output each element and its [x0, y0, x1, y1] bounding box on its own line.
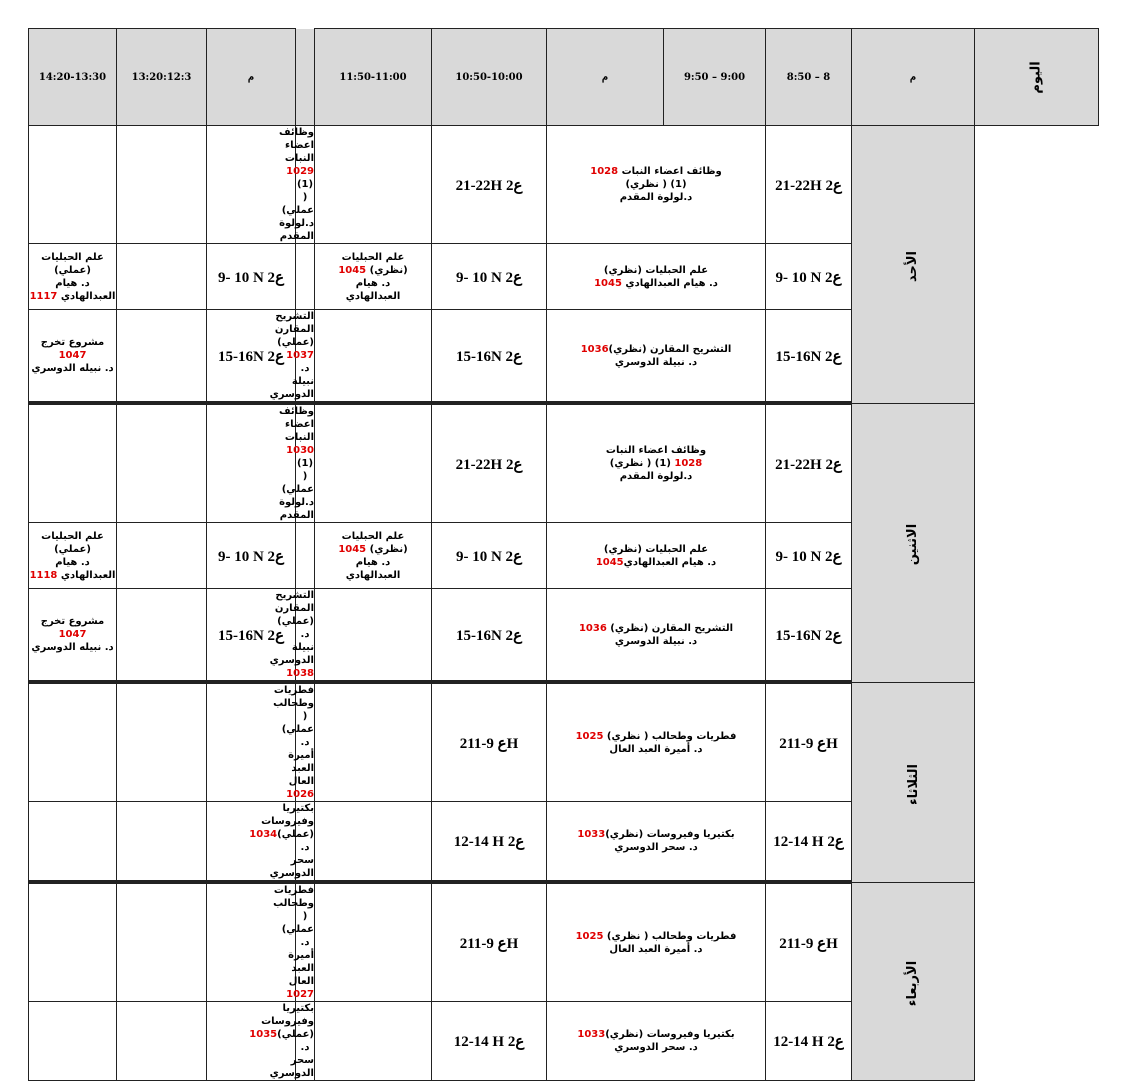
slot3-cell — [315, 523, 432, 589]
day-label-monday: الاثنين — [852, 403, 975, 682]
course-code: 1047 — [58, 350, 87, 361]
header-row — [29, 29, 1125, 126]
slot5-cell — [117, 802, 207, 883]
course-block: فطريات وطحالب ( نظري) 1025 د. أميرة العبد العال — [575, 730, 737, 755]
slot3-cell — [315, 882, 432, 1002]
course-block: بكتيريا وفيروسات (عملي)1034 د. سحر الدوسري — [249, 803, 314, 879]
slot5-cell — [117, 589, 207, 683]
slot6-cell — [29, 802, 117, 883]
slot3-cell — [315, 403, 432, 523]
slot3-cell — [315, 310, 432, 404]
day-label-wednesday: الأربعاء — [852, 882, 975, 1081]
course-block: بكتيريا وفيروسات (نظري)1033 د. سحر الدوسري — [577, 1029, 735, 1053]
room-cell-2: 2ع 9-11H — [432, 882, 547, 1002]
slot5-cell — [117, 244, 207, 310]
morning-course-cell — [547, 802, 766, 883]
course-block: التشريح المقارن (عملي) 1037 د. نبيلة الدوسري — [269, 311, 314, 400]
slot3-cell — [315, 1002, 432, 1081]
course-code: 1029 — [286, 166, 314, 177]
slot4-cell — [278, 403, 315, 523]
morning-course-cell — [547, 682, 766, 802]
course-block: التشريح المقارن (نظري)1036 د. نبيلة الدوسري — [580, 343, 732, 368]
slot4-cell — [269, 310, 315, 404]
course-block: بكتيريا وفيروسات (نظري)1033 د. سحر الدوسري — [577, 829, 735, 853]
course-code: 1035 — [249, 1029, 278, 1040]
slot6-cell — [29, 310, 117, 404]
slot4-cell — [269, 589, 315, 683]
morning-course-cell — [547, 1002, 766, 1081]
morning-course-cell — [547, 589, 766, 683]
course-code: 1117 — [29, 290, 58, 302]
course-code: 1045 — [338, 264, 367, 276]
room-cell-1: 12-14 H 2ع — [766, 802, 852, 883]
slot6-cell — [29, 523, 117, 589]
course-block: علم الحبليات (نظري) 1045 د. هيام العبدالهادي — [338, 251, 408, 302]
column-separator — [296, 29, 315, 126]
day-label-sunday: الأحد — [852, 126, 975, 404]
room-cell-2: 9- 10 N 2ع — [432, 523, 547, 589]
slot2-header: 9:50 – 9:00 — [664, 29, 766, 126]
room-cell-3: 15-16N 2ع — [207, 589, 296, 683]
course-block: علم الحبليات (عملي) د. هيام العبدالهادي 1117 — [29, 251, 116, 302]
slot6-cell — [29, 589, 117, 683]
slot3-header: 10:50-10:00 — [432, 29, 547, 126]
course-block: علم الحبليات (عملي) د. هيام العبدالهادي 1118 — [29, 530, 116, 581]
course-code: 1028 — [674, 458, 703, 469]
course-code: 1025 — [575, 730, 604, 742]
slot3-cell — [315, 682, 432, 802]
course-block: فطريات وطحالب ( عملي) د. أميرة العبد العال 1027 — [273, 885, 314, 1000]
schedule-table — [28, 28, 1125, 1081]
course-block: وظائف اعضاء النبات 1028 (1) ( نظري) د.لولوة المقدم — [605, 445, 707, 482]
course-code: 1118 — [29, 569, 58, 581]
slot4-cell — [273, 882, 315, 1002]
schedule-row — [29, 682, 1125, 802]
room-header-2: م — [547, 29, 664, 126]
slot3-cell — [315, 244, 432, 310]
room-cell-1: 9- 10 N 2ع — [766, 244, 852, 310]
room-cell-1: 15-16N 2ع — [766, 310, 852, 404]
room-cell-2: 9- 10 N 2ع — [432, 244, 547, 310]
room-cell-1: 12-14 H 2ع — [766, 1002, 852, 1081]
morning-course-cell — [547, 403, 766, 523]
room-cell-3: 9- 10 N 2ع — [207, 244, 296, 310]
slot4-cell — [278, 126, 315, 244]
course-block: علم الحبليات (نظري) د. هيام العبدالهادي1045 — [595, 543, 717, 568]
course-code: 1045 — [338, 543, 367, 555]
slot4-header: 11:50-11:00 — [315, 29, 432, 126]
slot5-cell — [117, 403, 207, 523]
morning-course-cell — [547, 882, 766, 1002]
schedule-row — [29, 403, 1125, 523]
slot5-cell — [117, 310, 207, 404]
slot4-cell — [296, 523, 315, 589]
slot6-cell — [29, 1002, 117, 1081]
room-cell-3: 9- 10 N 2ع — [207, 523, 296, 589]
room-cell-2: 15-16N 2ع — [432, 310, 547, 404]
course-block: وظائف اعضاء النبات 1028 (1) ( نظري) د.لولوة المقدم — [590, 166, 722, 203]
slot3-cell — [315, 802, 432, 883]
course-code: 1045 — [595, 556, 624, 568]
morning-course-cell — [547, 126, 766, 244]
course-code: 1036 — [578, 622, 607, 634]
slot5-cell — [117, 882, 207, 1002]
course-block: فطريات وطحالب ( نظري) 1025 د. أميرة العبد العال — [575, 930, 737, 955]
course-code: 1033 — [577, 1029, 606, 1040]
room-cell-2: 2ع 9-11H — [432, 682, 547, 802]
room-cell-1: 15-16N 2ع — [766, 589, 852, 683]
room-cell-2: 21-22H 2ع — [432, 403, 547, 523]
day-column-header: اليوم — [975, 29, 1099, 126]
slot5-header: 13:20:12:3 — [117, 29, 207, 126]
morning-course-cell — [547, 310, 766, 404]
course-block: بكتيريا وفيروسات (عملي)1035 د. سحر الدوسري — [249, 1003, 314, 1079]
course-block: التشريح المقارن (نظري) 1036 د. نبيلة الدوسري — [578, 622, 734, 647]
room-cell-2: 21-22H 2ع — [432, 126, 547, 244]
slot6-cell — [29, 126, 117, 244]
room-cell-2: 12-14 H 2ع — [432, 802, 547, 883]
course-code: 1045 — [594, 277, 622, 289]
course-code: 1026 — [286, 789, 314, 800]
slot6-cell — [29, 244, 117, 310]
schedule-row — [29, 882, 1125, 1002]
room-cell-1: 9- 10 N 2ع — [766, 523, 852, 589]
course-code: 1034 — [249, 829, 278, 840]
room-cell-3: 15-16N 2ع — [207, 310, 296, 404]
slot5-cell — [117, 126, 207, 244]
slot1-header: 8:50 – 8 — [766, 29, 852, 126]
course-block: وظائف اعضاء النبات 1029 (1) ( عملي) د.لولوة المقدم — [278, 127, 314, 242]
course-code: 1038 — [286, 668, 314, 679]
slot4-cell — [296, 244, 315, 310]
course-block: فطريات وطحالب ( عملي) د. أميرة العبد العال 1026 — [273, 685, 314, 800]
slot5-cell — [117, 523, 207, 589]
morning-course-cell — [547, 523, 766, 589]
room-cell-1: 21-22H 2ع — [766, 403, 852, 523]
room-cell-2: 12-14 H 2ع — [432, 1002, 547, 1081]
course-code: 1033 — [577, 829, 606, 840]
course-block: علم الحبليات (نظري) د. هيام العبدالهادي 1045 — [594, 264, 718, 289]
slot6-cell — [29, 682, 117, 802]
slot4-cell — [249, 802, 315, 883]
room-header-1: م — [852, 29, 975, 126]
slot6-cell — [29, 403, 117, 523]
course-code: 1025 — [575, 930, 604, 942]
slot4-cell — [273, 682, 315, 802]
room-cell-2: 15-16N 2ع — [432, 589, 547, 683]
slot6-cell — [29, 882, 117, 1002]
slot3-cell — [315, 126, 432, 244]
morning-course-cell — [547, 244, 766, 310]
room-cell-1: 2ع 9-11H — [766, 882, 852, 1002]
course-block: مشروع تخرج 1047 د. نبيله الدوسري — [31, 337, 114, 374]
schedule-row — [29, 126, 1125, 244]
slot4-cell — [249, 1002, 315, 1081]
slot5-cell — [117, 1002, 207, 1081]
room-cell-1: 21-22H 2ع — [766, 126, 852, 244]
course-block: مشروع تخرج 1047 د. نبيله الدوسري — [31, 616, 114, 653]
course-code: 1036 — [580, 343, 609, 355]
course-code: 1030 — [286, 445, 314, 456]
slot3-cell — [315, 589, 432, 683]
course-code: 1047 — [58, 629, 87, 640]
room-header-3: م — [207, 29, 296, 126]
room-cell-1: 2ع 9-11H — [766, 682, 852, 802]
slot6-header: 14:20-13:30 — [29, 29, 117, 126]
slot5-cell — [117, 682, 207, 802]
course-block: وظائف اعضاء النبات 1030 (1) ( عملي) د.لولوة المقدم — [278, 406, 314, 521]
course-code: 1027 — [286, 989, 314, 1000]
course-code: 1037 — [286, 350, 314, 361]
course-block: علم الحبليات (نظري) 1045 د. هيام العبدالهادي — [338, 530, 408, 581]
course-code: 1028 — [590, 166, 619, 177]
course-block: التشريح المقارن (عملي) د. نبيلة الدوسري 1038 — [269, 590, 314, 679]
day-label-tuesday: الثلاثاء — [852, 682, 975, 882]
